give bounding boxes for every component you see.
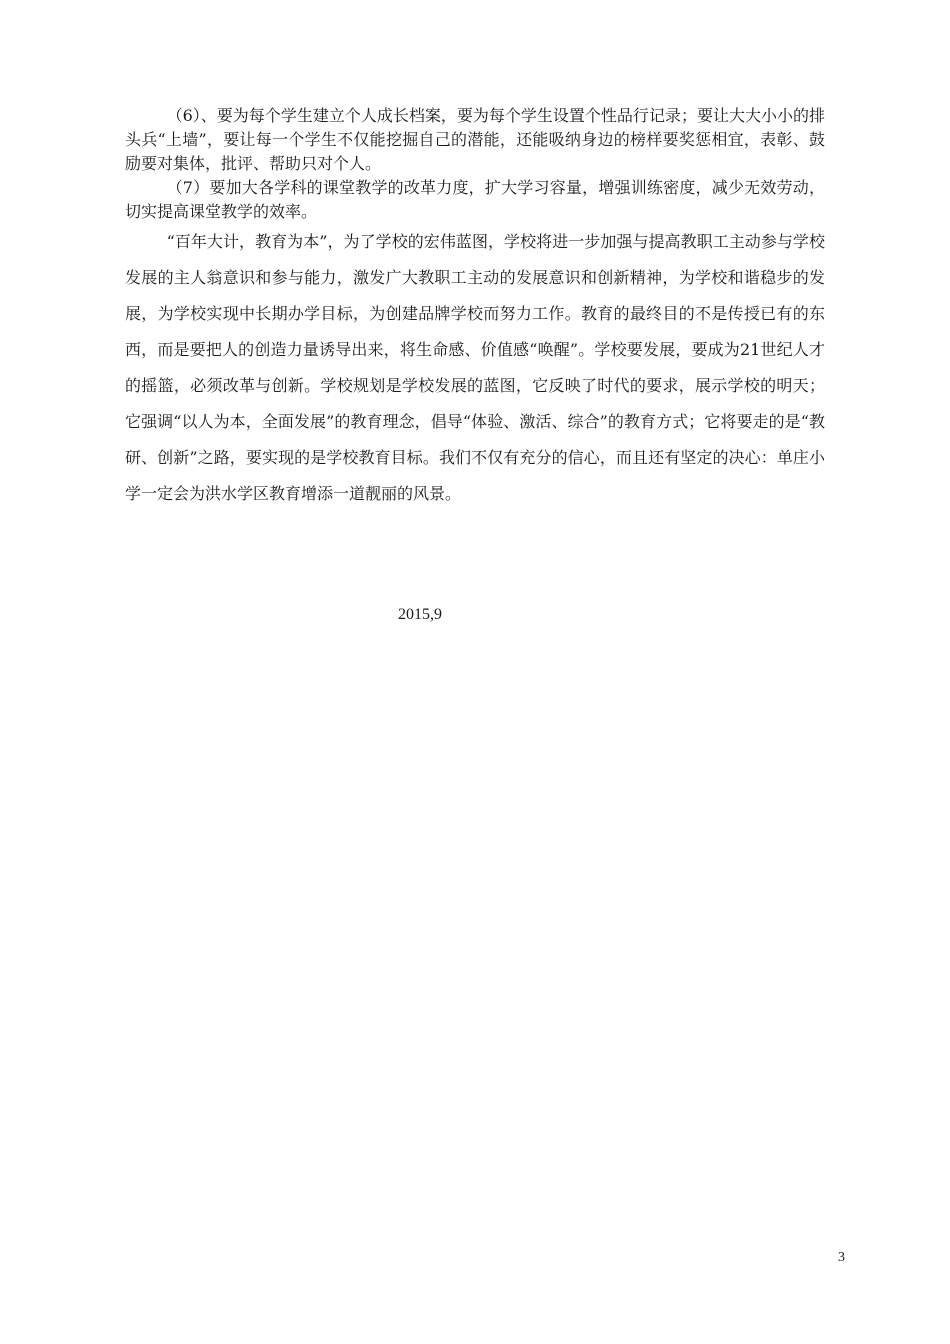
paragraph-6: （6）、要为每个学生建立个人成长档案，要为每个学生设置个性品行记录；要让大大小小的排头兵“上墙”，要让每一个学生不仅能挖掘自己的潜能，还能吸纳身边的榜样要奖惩相宜，表彰、鼓励要对集体，批评、帮助只对个人。 bbox=[125, 106, 825, 173]
page-number: 3 bbox=[838, 1250, 845, 1265]
paragraph-7: （7）要加大各学科的课堂教学的改革力度，扩大学习容量，增强训练密度，减少无效劳动，切实提高课堂教学的效率。 bbox=[125, 178, 825, 221]
date-line: 2015,9 bbox=[398, 606, 442, 623]
body-text bbox=[125, 104, 825, 512]
paragraph-conclusion: “百年大计，教育为本”，为了学校的宏伟蓝图，学校将进一步加强与提高教职工主动参与学校发展的主人翁意识和参与能力，激发广大教职工主动的发展意识和创新精神，为学校和谐稳步的发展，为学校实现中长期办学目标，为创建品牌学校而努力工作。教育的最终目的不是传授已有的东西，而是要把人的创造力量诱导出来，将生命感、价值感“唤醒”。学校要发展，要成为21世纪人才的摇篮，必须改革与创新。学校规划是学校发展的蓝图，它反映了时代的要求，展示学校的明天；它强调“以人为本，全面发展”的教育理念，倡导“体验、激活、综合”的教育方式；它将要走的是“教研、创新”之路，要实现的是学校教育目标。我们不仅有充分的信心，而且还有坚定的决心：单庄小学一定会为洪水学区教育增添一道靓丽的风景。 bbox=[125, 232, 825, 503]
